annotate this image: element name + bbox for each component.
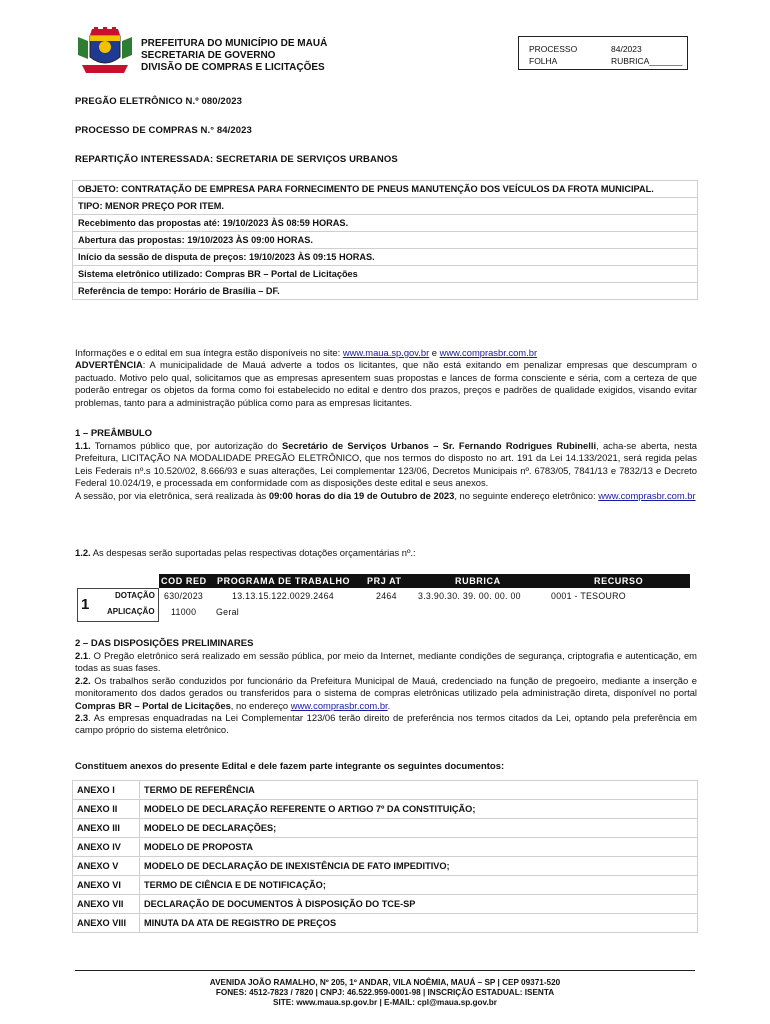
table-row [73, 283, 698, 300]
secretario-name: Secretário de Serviços Urbanos – Sr. Fernando Rodrigues Rubinelli [282, 440, 597, 451]
table-row [73, 819, 698, 838]
item-2-3-text: . As empresas enquadradas na Lei Complementar 123/06 terão direito de preferência nos termos citados da Lei, optando pela preferência em campo próprio do sistema eletrônico. [75, 712, 697, 736]
item-1-1-text-a: Tornamos público que, por autorização do [90, 440, 283, 451]
anexo-code: ANEXO I [73, 781, 140, 800]
dotacao-cod-red: 630/2023 [164, 591, 204, 601]
anexo-desc: DECLARAÇÃO DE DOCUMENTOS À DISPOSIÇÃO DO TCE-SP [140, 895, 698, 914]
dotacao-label: DOTAÇÃO [115, 591, 155, 600]
anexos-table [72, 780, 698, 933]
anexo-code: ANEXO VI [73, 876, 140, 895]
anexo-code: ANEXO VII [73, 895, 140, 914]
header-institution [141, 38, 327, 74]
sessao-datetime: 09:00 horas do dia 19 de Outubro de 2023 [268, 489, 455, 501]
intro-paragraph [75, 347, 697, 409]
disposicoes-heading: 2 – DAS DISPOSIÇÕES PRELIMINARES [75, 638, 254, 649]
anexo-desc: MODELO DE DECLARAÇÃO DE INEXISTÊNCIA DE FATO IMPEDITIVO; [140, 857, 698, 876]
table-row [73, 838, 698, 857]
maua-site-link[interactable]: www.maua.sp.gov.br [342, 347, 430, 358]
objeto-cell: OBJETO: CONTRATAÇÃO DE EMPRESA PARA FORNECIMENTO DE PNEUS MANUTENÇÃO DOS VEÍCULOS DA FROTA MUNICIPAL. [73, 181, 698, 198]
conj-text: e [429, 347, 440, 358]
anexo-desc: MODELO DE DECLARAÇÕES; [140, 819, 698, 838]
folha-label: FOLHA [529, 56, 558, 66]
advertencia-text: : A municipalidade de Mauá adverte a todos os licitantes, que não está exitando em penalizar empresas que descumpram o pactuado. Motivo pelo qual, solicitamos que as empresas apresentem suas propostas e lances de forma consciente e séria, com a certeza de que poderão entregar os objetos da forma como foi estabelecido no edital e dentro dos prazos, preços e padrões de qualidade exigidos, visando evitar problemas, tanto para a administração pública como para as empresas licitantes. [75, 359, 697, 408]
table-row [73, 800, 698, 819]
table-row [73, 876, 698, 895]
item-1-1-text-b: , acha-se aberta, nesta Prefeitura, LICITAÇÃO NA MODALIDADE PREGÃO ELETRÔNICO, que nos termos do disposto no art. 191 da Lei 14.133/2021, será regida pelas Leis Federais nº.s 10.520/02, 8.666/93 e suas alterações, Lei complementar 123/06, Decretos Municipais nº. 6783/05, 7841/13 e 7832/13 e Decreto Federal 10.024/19, e processada em conformidade com as disposições deste edital e seus anexos. [75, 440, 698, 489]
edital-info-table [72, 180, 698, 300]
processo-value: 84/2023 [611, 44, 642, 54]
header-divisao: DIVISÃO DE COMPRAS E LICITAÇÕES [141, 62, 325, 73]
header-prj-at: PRJ AT [367, 576, 402, 586]
header-rubrica: RUBRICA [455, 576, 501, 586]
advertencia-label: ADVERTÊNCIA [75, 359, 143, 371]
header-prefeitura: PREFEITURA DO MUNICÍPIO DE MAUÁ [141, 38, 328, 49]
anexo-desc: TERMO DE CIÊNCIA E DE NOTIFICAÇÃO; [140, 876, 698, 895]
footer-divider [75, 970, 695, 971]
dotacao-rubrica: 3.3.90.30. 39. 00. 00. 00 [418, 591, 521, 601]
dotacao-prj-at: 2464 [376, 591, 397, 601]
table-row [73, 857, 698, 876]
item-2-2-text-b: , no endereço [230, 699, 291, 711]
preambulo-paragraph [75, 440, 697, 502]
item-2-2-number: 2.2. [75, 674, 91, 686]
anexo-code: ANEXO II [73, 800, 140, 819]
anexo-desc: MINUTA DA ATA DE REGISTRO DE PREÇOS [140, 914, 698, 933]
item-2-3-number: 2.3 [75, 712, 89, 724]
table-row [73, 249, 698, 266]
dotacao-programa: 13.13.15.122.0029.2464 [232, 591, 334, 601]
item-2-2-text-c: . [387, 699, 391, 711]
despesas-paragraph [75, 547, 697, 559]
tipo-cell: TIPO: MENOR PREÇO POR ITEM. [73, 198, 698, 215]
aplicacao-descricao: Geral [216, 607, 240, 617]
table-row [73, 232, 698, 249]
disposicoes-paragraph [75, 650, 697, 737]
referencia-tempo-cell: Referência de tempo: Horário de Brasília – DF. [73, 283, 698, 300]
header-programa: PROGRAMA DE TRABALHO [217, 576, 351, 586]
pregao-title: PREGÃO ELETRÔNICO N.º 080/2023 [75, 96, 242, 107]
recebimento-cell: Recebimento das propostas até: 19/10/2023 ÀS 08:59 HORAS. [73, 215, 698, 232]
anexo-desc: MODELO DE DECLARAÇÃO REFERENTE O ARTIGO 7º DA CONSTITUIÇÃO; [140, 800, 698, 819]
item-2-1-number: 2.1 [75, 650, 89, 661]
page-footer [75, 978, 695, 1008]
table-row [73, 914, 698, 933]
anexo-desc: MODELO DE PROPOSTA [140, 838, 698, 857]
table-row [73, 781, 698, 800]
anexo-code: ANEXO IV [73, 838, 140, 857]
aplicacao-codigo: 11000 [171, 607, 197, 617]
item-1-2-text: As despesas serão suportadas pelas respectivas dotações orçamentárias nº.: [90, 547, 416, 558]
info-text: Informações e o edital em sua íntegra estão disponíveis no site: [75, 347, 343, 358]
preambulo-heading: 1 – PREÂMBULO [75, 428, 153, 439]
table-row [73, 895, 698, 914]
anexos-intro: Constituem anexos do presente Edital e dele fazem parte integrante os seguintes documentos: [75, 761, 505, 772]
footer-contacts: FONES: 4512-7823 / 7820 | CNPJ: 46.522.959-0001-98 | INSCRIÇÃO ESTADUAL: ISENTA [215, 988, 555, 997]
portal-name: Compras BR – Portal de Licitações [75, 699, 231, 711]
portal-comprasbr-link[interactable]: www.comprasbr.com.br [290, 699, 388, 711]
budget-header-row [159, 574, 690, 588]
process-stamp-box [518, 36, 688, 70]
anexo-code: ANEXO V [73, 857, 140, 876]
reparticao-title: REPARTIÇÃO INTERESSADA: SECRETARIA DE SERVIÇOS URBANOS [75, 154, 398, 165]
header-cod-red: COD RED [161, 576, 207, 586]
header-recurso: RECURSO [594, 576, 644, 586]
item-2-2-text-a: Os trabalhos serão conduzidos por funcionário da Prefeitura Municipal de Mauá, credenciado na função de pregoeiro, mediante a inserção e monitoramento dos dados gerados ou transferidos para o sistema de compras eletrônicas utilizado pela administração direta, disponível no portal [75, 674, 697, 699]
sessao-text-b: , no seguinte endereço eletrônico: [454, 489, 599, 501]
sistema-cell: Sistema eletrônico utilizado: Compras BR – Portal de Licitações [73, 266, 698, 283]
sessao-comprasbr-link[interactable]: www.comprasbr.com.br [598, 489, 696, 501]
footer-site-email: SITE: www.maua.sp.gov.br | E-MAIL: cpl@maua.sp.gov.br [273, 998, 497, 1007]
header-secretaria: SECRETARIA DE GOVERNO [141, 50, 276, 61]
processo-title: PROCESSO DE COMPRAS N.° 84/2023 [75, 125, 252, 136]
anexo-code: ANEXO VIII [73, 914, 140, 933]
table-row [73, 266, 698, 283]
rubrica-label: RUBRICA_______ [611, 56, 683, 66]
anexo-desc: TERMO DE REFERÊNCIA [140, 781, 698, 800]
processo-label: PROCESSO [529, 44, 578, 54]
table-row [73, 181, 698, 198]
comprasbr-link[interactable]: www.comprasbr.com.br [439, 347, 538, 358]
item-1-1-number: 1.1. [75, 440, 91, 451]
footer-address: AVENIDA JOÃO RAMALHO, Nº 205, 1º ANDAR, VILA NOÊMIA, MAUÁ – SP | CEP 09371-520 [209, 978, 561, 987]
aplicacao-label: APLICAÇÃO [107, 607, 155, 616]
inicio-disputa-cell: Início da sessão de disputa de preços: 19/10/2023 ÀS 09:15 HORAS. [73, 249, 698, 266]
sessao-text-a: A sessão, por via eletrônica, será realizada às [75, 489, 269, 501]
anexo-code: ANEXO III [73, 819, 140, 838]
table-row [73, 215, 698, 232]
item-1-2-number: 1.2. [75, 547, 91, 558]
table-row [73, 198, 698, 215]
municipal-coat-of-arms-logo [76, 27, 134, 77]
dotacao-recurso: 0001 - TESOURO [551, 591, 626, 601]
item-2-1-text: . O Pregão eletrônico será realizado em sessão pública, por meio da Internet, mediante condições de segurança, criptografia e autenticação, em todas as suas fases. [75, 650, 697, 674]
budget-row-number: 1 [81, 596, 90, 613]
abertura-cell: Abertura das propostas: 19/10/2023 ÀS 09:00 HORAS. [73, 232, 698, 249]
